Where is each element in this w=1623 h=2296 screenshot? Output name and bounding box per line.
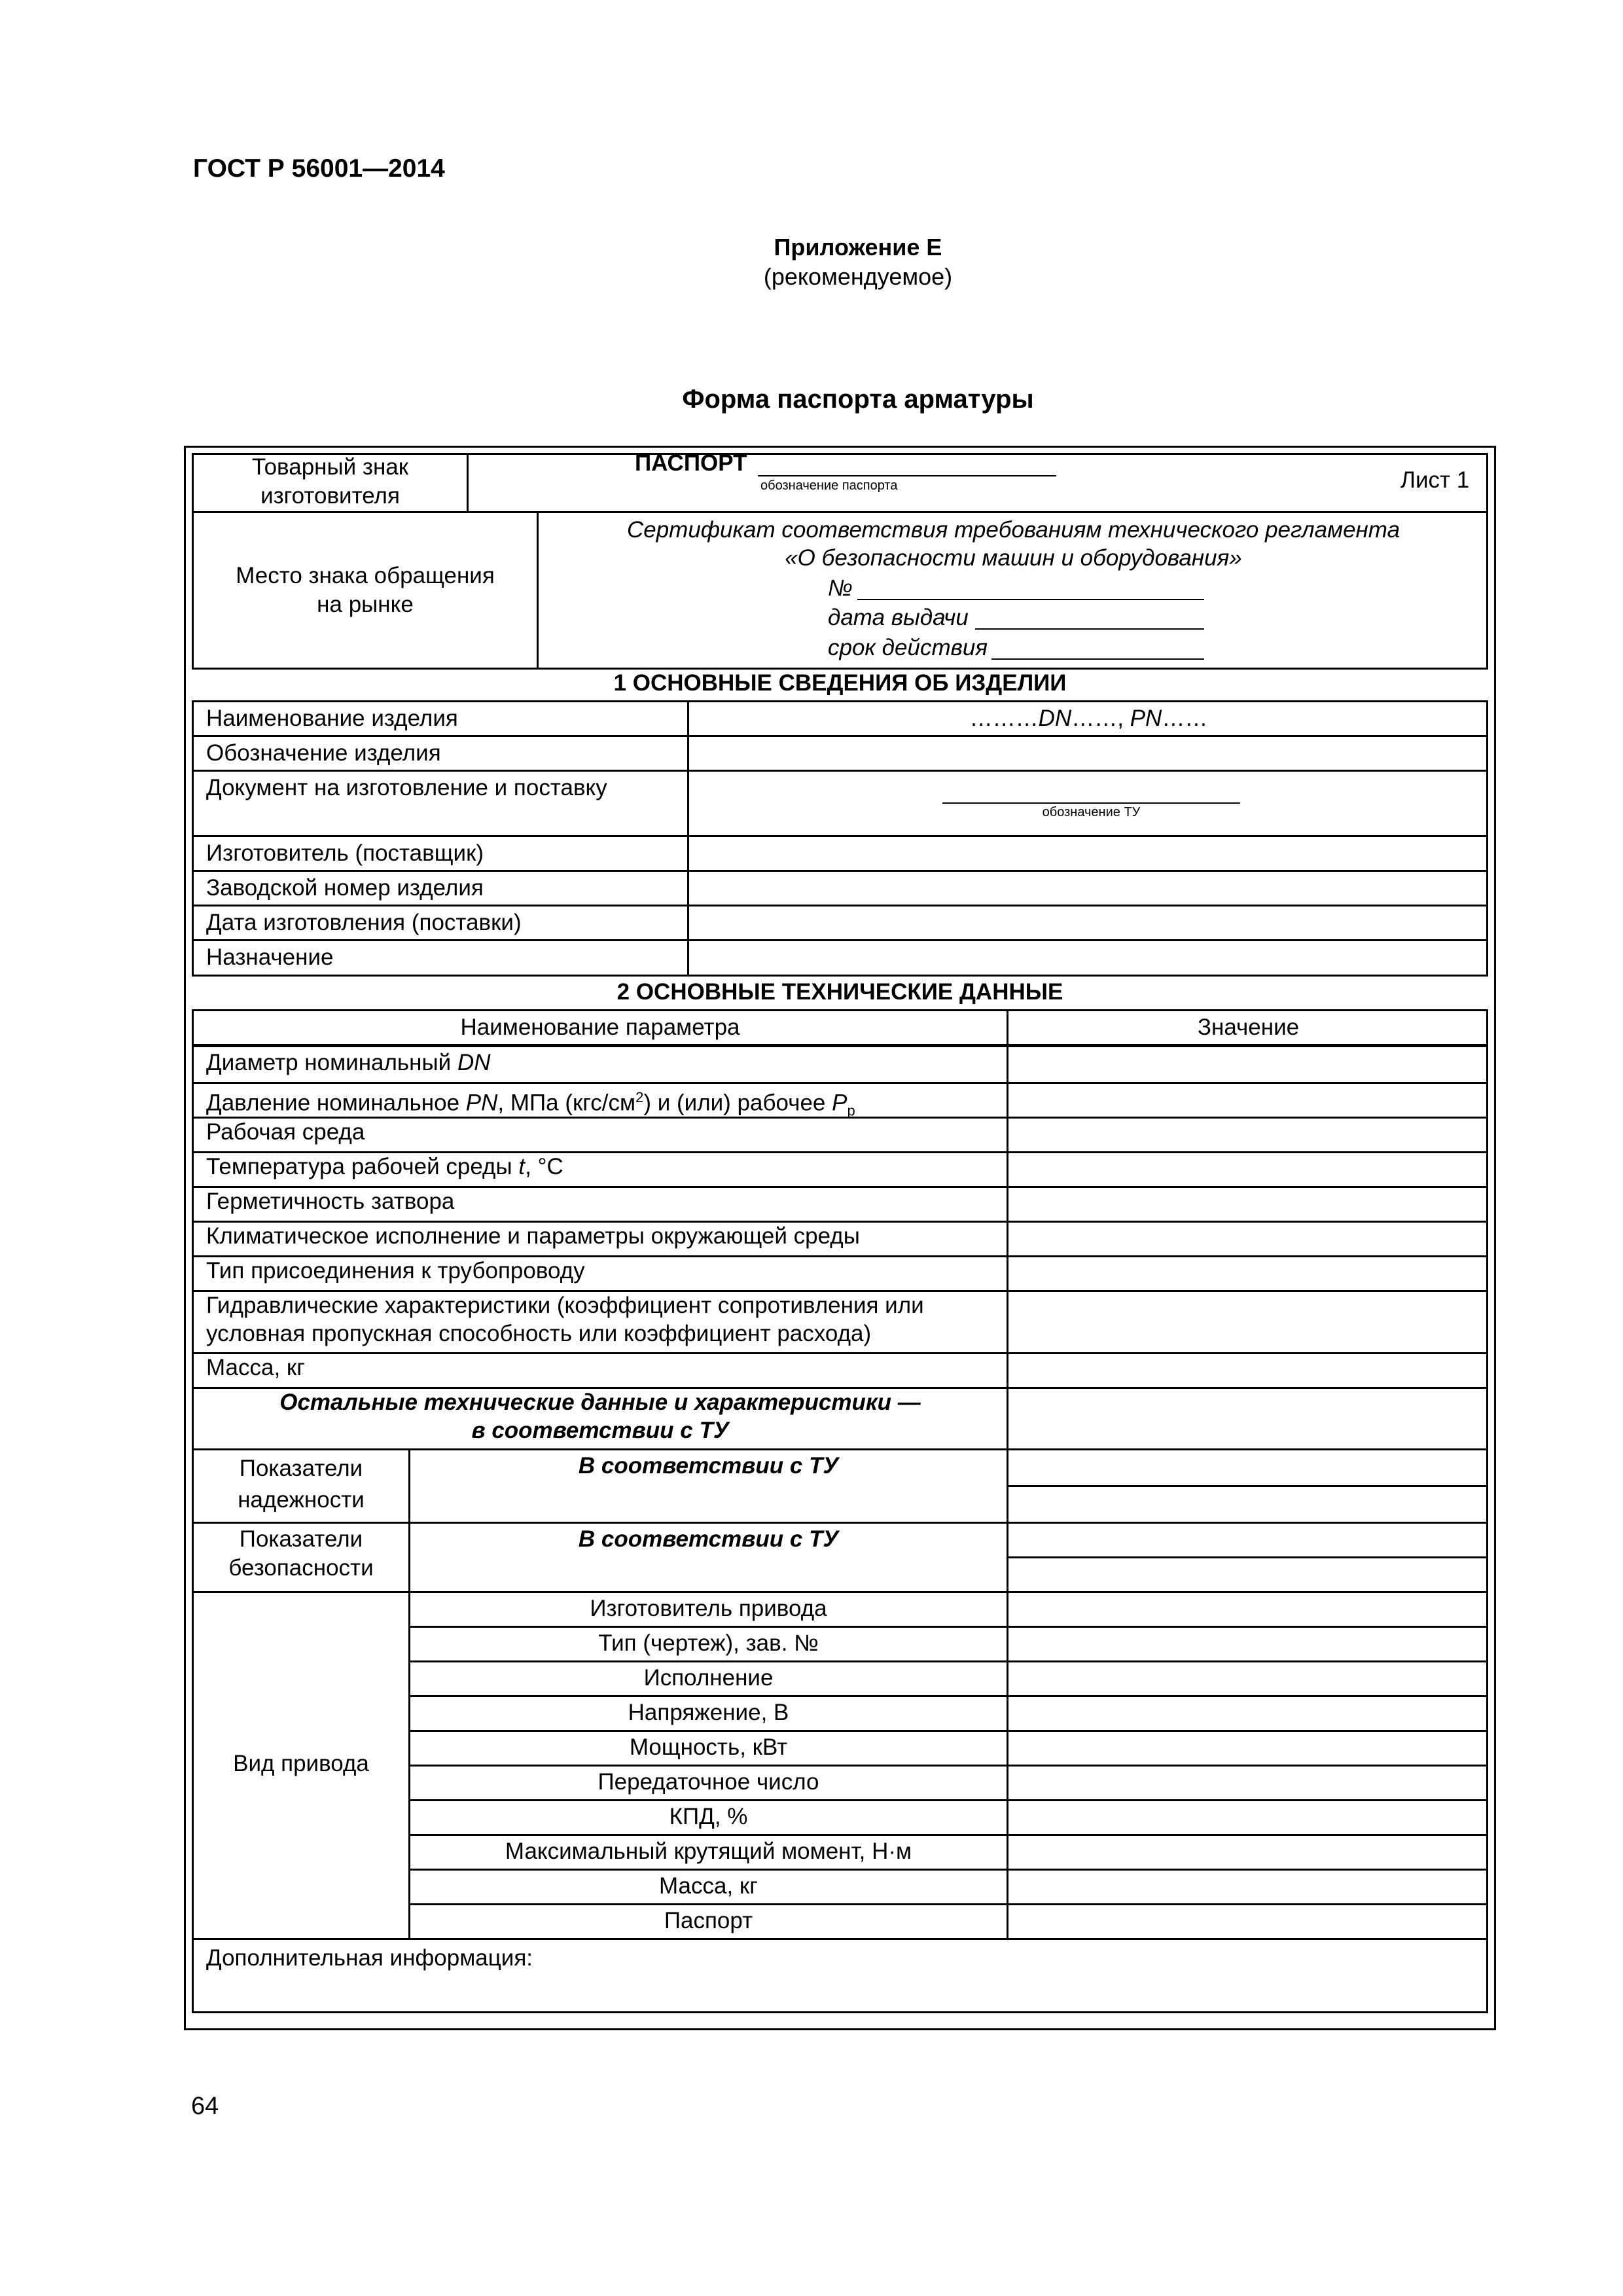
divider [408, 1834, 1488, 1836]
standard-designation: ГОСТ Р 56001—2014 [193, 154, 445, 183]
divider [192, 1352, 1488, 1354]
trademark-label-line2: изготовителя [260, 483, 400, 509]
section1-row-label: Изготовитель (поставщик) [206, 840, 484, 866]
safety-label-line2: безопасности [228, 1555, 374, 1581]
certificate-number-line [857, 599, 1204, 600]
divider [408, 1695, 1488, 1697]
sheet-number: Лист 1 [1400, 467, 1470, 493]
section2-title: 2 ОСНОВНЫЕ ТЕХНИЧЕСКИЕ ДАННЫЕ [616, 979, 1063, 1005]
drive-row-label: Передаточное число [597, 1769, 819, 1795]
market-mark-label-line2: на рынке [317, 592, 414, 617]
divider [192, 939, 1488, 941]
column-header-value: Значение [1197, 1014, 1300, 1040]
divider [192, 1448, 1488, 1450]
divider [192, 511, 1488, 513]
divider [408, 1660, 1488, 1662]
annex-title: Приложение Е [774, 234, 942, 260]
divider [192, 1938, 1488, 1940]
section1-row-label: Дата изготовления (поставки) [206, 910, 522, 935]
divider [1007, 1045, 1008, 1939]
divider [1007, 1556, 1488, 1558]
drive-row-label: Напряжение, В [628, 1700, 789, 1725]
divider [192, 1522, 1488, 1524]
market-mark-label: Место знака обращения [236, 563, 495, 588]
annex-status: (рекомендуемое) [763, 263, 953, 290]
reliability-value: В соответствии с ТУ [578, 1453, 839, 1479]
param-climatic-version: Климатическое исполнение и параметры окружающей среды [206, 1223, 860, 1249]
section1-row-label: Обозначение изделия [206, 740, 441, 766]
passport-title: ПАСПОРТ [635, 450, 747, 476]
section1-row-label: Заводской номер изделия [206, 875, 484, 901]
divider [192, 835, 1488, 837]
divider [408, 1765, 1488, 1767]
divider [1007, 1485, 1488, 1487]
drive-row-label: Максимальный крутящий момент, Н·м [505, 1839, 912, 1864]
divider [408, 1799, 1488, 1801]
passport-designation-line [758, 475, 1056, 476]
param-working-medium: Рабочая среда [206, 1119, 365, 1145]
page-number: 64 [191, 2092, 219, 2120]
trademark-label: Товарный знак [251, 454, 409, 480]
certificate-number-label: № [828, 575, 853, 601]
reliability-label-line2: надежности [238, 1487, 365, 1513]
section1-row-label: Назначение [206, 944, 334, 970]
drive-row-label: Масса, кг [658, 1873, 758, 1899]
drive-row-label: Паспорт [664, 1908, 753, 1933]
safety-value: В соответствии с ТУ [578, 1526, 839, 1552]
form-title: Форма паспорта арматуры [682, 385, 1034, 414]
certificate-validity-label: срок действия [828, 635, 988, 660]
divider [192, 1591, 1488, 1593]
certificate-title: Сертификат соответствия требованиям технического регламента [626, 517, 1400, 543]
drive-row-label: Исполнение [643, 1665, 774, 1691]
param-connection-type: Тип присоединения к трубопроводу [206, 1258, 585, 1283]
certificate-issue-line [975, 628, 1204, 630]
section1-row-label: Документ на изготовление и поставку [206, 775, 607, 800]
section1-row-label: Наименование изделия [206, 706, 458, 731]
divider [408, 1869, 1488, 1871]
param-medium-temperature: Температура рабочей среды t, °С [206, 1154, 563, 1179]
divider [192, 905, 1488, 906]
param-mass: Масса, кг [206, 1355, 306, 1380]
tu-designation-caption: обозначение ТУ [1042, 805, 1141, 819]
other-data-note-line2: в соответствии с ТУ [471, 1418, 729, 1443]
param-nominal-pressure: Давление номинальное PN, МПа $(кгс/см^2)$ и (или) рабочее $P_р$ [206, 1089, 855, 1119]
passport-designation-caption: обозначение паспорта [760, 478, 898, 493]
param-hydraulic-characteristics: Гидравлические характеристики (коэффициент сопротивления или [206, 1293, 924, 1318]
divider [192, 735, 1488, 737]
drive-row-label: Изготовитель привода [590, 1596, 827, 1621]
certificate-issue-label: дата выдачи [828, 605, 969, 630]
divider [467, 453, 469, 513]
tu-designation-line [942, 802, 1240, 804]
divider [192, 870, 1488, 872]
divider [192, 770, 1488, 772]
drive-type-label: Вид привода [233, 1751, 369, 1776]
divider [408, 1730, 1488, 1732]
other-data-note: Остальные технические данные и характеристики — [279, 1390, 921, 1415]
certificate-regulation: «О безопасности машин и оборудования» [785, 545, 1242, 571]
drive-row-label: КПД, % [669, 1804, 748, 1829]
divider [408, 1626, 1488, 1628]
reliability-label: Показатели [239, 1456, 363, 1481]
product-name-value: ………DN……, PN…… [969, 706, 1208, 731]
param-nominal-diameter: Диаметр номинальный DN [206, 1050, 491, 1075]
column-header-parameter: Наименование параметра [460, 1014, 740, 1040]
certificate-validity-line [991, 658, 1204, 660]
param-seal-tightness: Герметичность затвора [206, 1189, 455, 1214]
safety-label: Показатели [239, 1526, 363, 1552]
divider [408, 1903, 1488, 1905]
additional-information-label: Дополнительная информация: [206, 1945, 533, 1971]
param-hydraulic-characteristics-line2: условная пропускная способность или коэффициент расхода) [206, 1321, 872, 1346]
drive-row-label: Мощность, кВт [629, 1734, 788, 1760]
divider [687, 700, 689, 977]
drive-row-label: Тип (чертеж), зав. № [598, 1630, 819, 1656]
section1-title: 1 ОСНОВНЫЕ СВЕДЕНИЯ ОБ ИЗДЕЛИИ [613, 670, 1067, 696]
